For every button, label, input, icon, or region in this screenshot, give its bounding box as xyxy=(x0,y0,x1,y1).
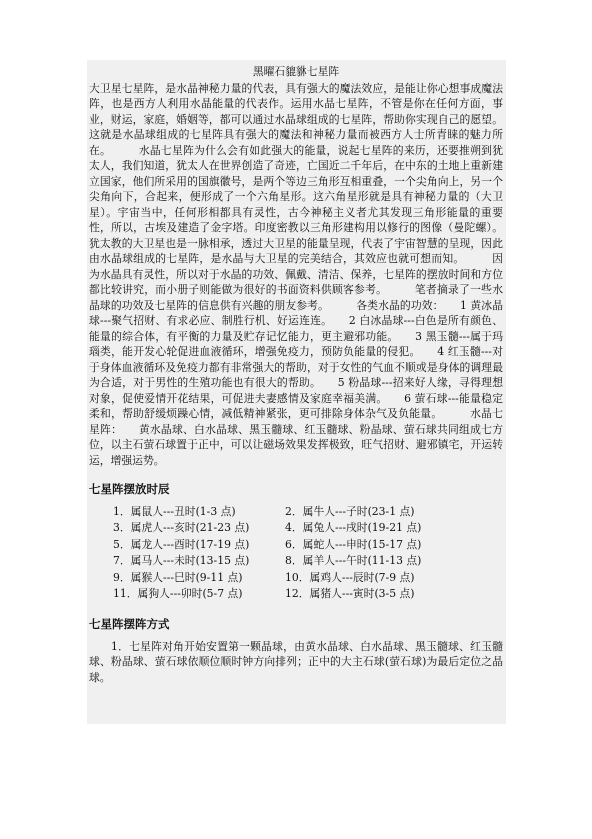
list-item-right: 4．属兔人---戌时(19-21 点) xyxy=(285,521,422,535)
main-paragraph: 大卫星七星阵，是水晶神秘力量的代表，具有强大的魔法效应，是能让你心想事成魔法阵，也是西方人利用水晶能量的代表作。运用水晶七星阵，不管是你在任何方面，事业，财运，家庭，婚姻等，都可以通过水晶球组成的七星阵，帮助你实现自己的愿望。这就是水晶球组成的七星阵具有强大的魔法和神秘力量而被西方人士所青睐的魅力所在。 水晶七星阵为什么会有如此强大的能量，说起七星阵的来历，还要推朔到犹太人，我们知道，犹太人在世界创造了奇迹，亡国近二千年后，在中东的土地上重新建立国家，他们所采用的国旗徽号，是两个等边三角形互相重叠，一个尖角向上，另一个尖角向下，合起来，便形成了一个六角星形。这六角星形就是具有神秘力量的（大卫星）。宇宙当中，任何形相都具有灵性，古今神秘主义者尤其发现三角形能量的重要性，所以，古埃及建造了金字塔。印度密教以三角形建构用以修行的图像（曼陀螺）。犹太教的大卫星也是一脉相承，透过大卫星的能量呈现，代表了宇宙智慧的呈现，因此由水晶球组成的七星阵，是水晶与大卫星的完美结合，其效应也就可想而知。 因为水晶具有灵性，所以对于水晶的功效、佩戴、清洁、保养，七星阵的摆放时间和方位都比较讲究，而小册子则能做为很好的书面资料供顾客参考。 笔者摘录了一些水晶球的功效及七星阵的信息供有兴趣的朋友参考。 各类水晶的功效： 1 黄冰晶球---聚气招财、有求必应、制胜行机、好运连连。 2 白冰晶球---白色是所有颜色、能量的综合体，有平衡的力量及贮存记忆能力，更主避邪功能。 3 黑玉髓---属于玛瑙类，能开发心轮促进血液循环，增强免疫力，预防负能量的侵犯。 4 红玉髓---对于身体血液循环及免疫力都有非常强大的帮助，对于女性的气血不顺或是身体的调理最为合适，对于男性的生殖功能也有很大的帮助。 5 粉晶球---招来好人缘，寻得理想对象，促使爱情开花结果，可促进夫妻感情及家庭幸福美满。 6 萤石球---能量稳定柔和，帮助舒缓烦躁心情，减低精神紧张，更可排除身体杂气及负能量。 水晶七星阵： 黄水晶球、白水晶球、黑玉髓球、红玉髓球、粉晶球、萤石球共同组成七方位，以主石萤石球置于正中，可以让磁场效果发挥极致，旺气招财、避邪镇宅，开运转运，增强运势。 xyxy=(89,81,503,467)
list-item-right: 12．属猪人---寅时(3-5 点) xyxy=(285,587,415,601)
method-paragraph: 1．七星阵对角开始安置第一颗晶球，由黄水晶球、白水晶球、黑玉髓球、红玉髓球、粉晶球、萤石球依顺位顺时钟方向排列；正中的大主石球(萤石球)为最后定位之晶球。 xyxy=(89,639,503,684)
section-heading-method: 七星阵摆阵方式 xyxy=(89,617,170,632)
list-item-right: 8．属羊人---午时(11-13 点) xyxy=(285,554,422,568)
document-body xyxy=(89,64,503,685)
list-item-left: 1．属鼠人---丑时(1-3 点) xyxy=(113,504,236,518)
document-title: 黑曜石貔貅七星阵 xyxy=(252,65,340,78)
list-item-left: 3．属虎人---亥时(21-23 点) xyxy=(113,521,250,535)
list-item-right: 10．属鸡人---辰时(7-9 点) xyxy=(285,570,415,584)
list-item xyxy=(89,537,503,554)
list-item xyxy=(89,586,503,603)
list-item-left: 9．属猴人---巳时(9-11 点) xyxy=(113,570,243,584)
list-item xyxy=(89,520,503,537)
list-item-right: 2．属牛人---子时(23-1 点) xyxy=(285,504,415,518)
list-item-left: 11．属狗人---卯时(5-7 点) xyxy=(113,587,243,601)
list-item xyxy=(89,553,503,570)
section-heading-times: 七星阵摆放时辰 xyxy=(89,482,170,496)
list-item xyxy=(89,570,503,587)
list-item-left: 5．属龙人---酉时(17-19 点) xyxy=(113,537,250,551)
list-item xyxy=(89,504,503,521)
zodiac-time-list xyxy=(89,504,503,604)
list-item-left: 7．属马人---未时(13-15 点) xyxy=(113,554,250,568)
list-item-right: 6．属蛇人---申时(15-17 点) xyxy=(285,537,422,551)
